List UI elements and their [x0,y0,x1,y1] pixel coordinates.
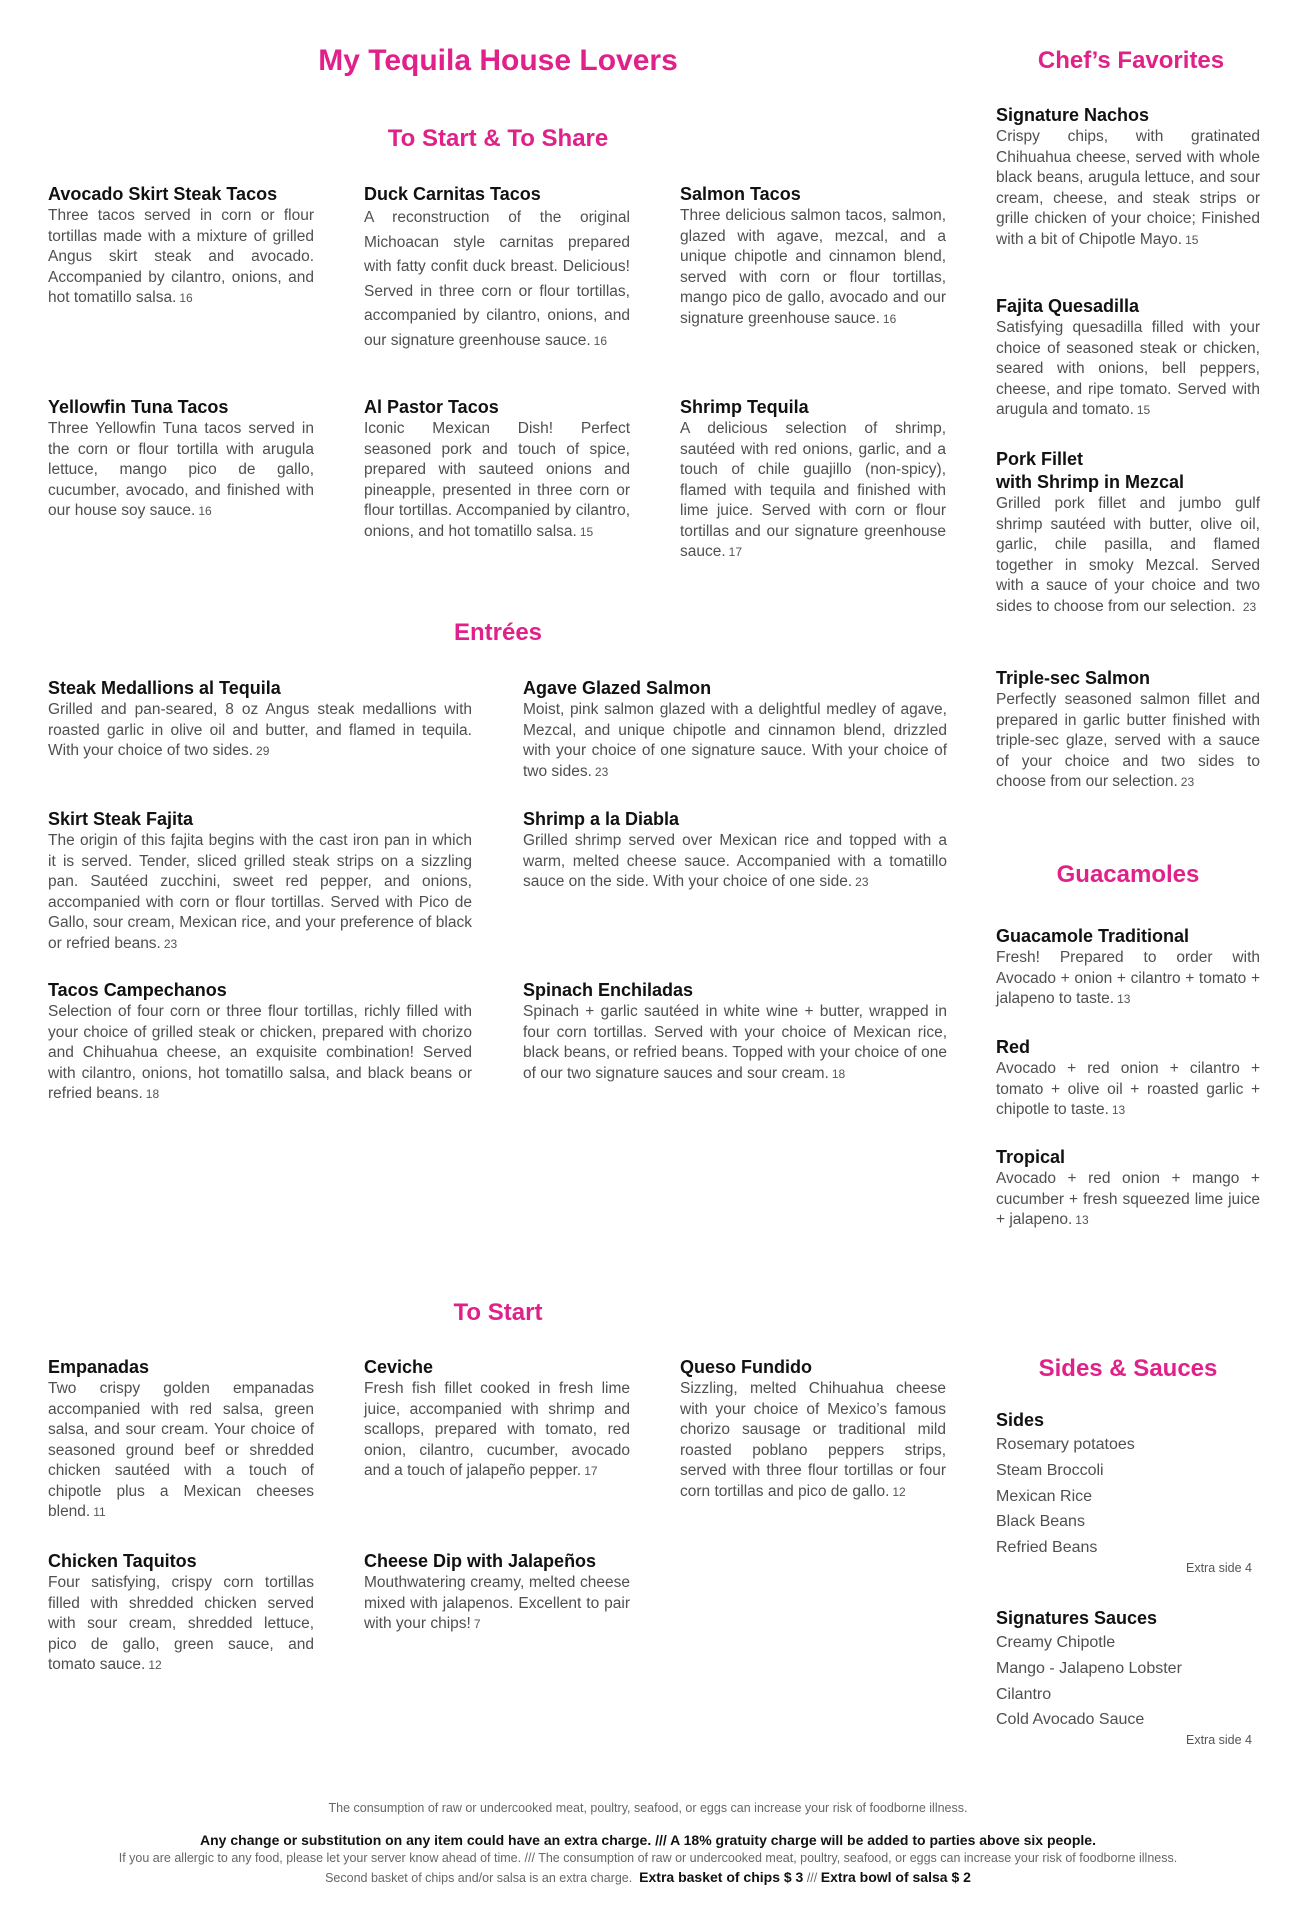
section-title-to-start-share: To Start & To Share [387,125,609,152]
item-price: 16 [882,311,897,326]
list-item: Mango - Jalapeno Lobster [996,1659,1182,1677]
item-price: 18 [145,1087,160,1101]
item-name: Cheese Dip with Jalapeños [364,1551,597,1571]
item-description: Three delicious salmon tacos, salmon, glazed with agave, mezcal, and a unique chipotle and cinnamon blend, served with corn or flour tortillas, mango pico de gallo, avocado and our signature greenhouse sauce. 16 [680,207,946,327]
item-price: 23 [594,764,609,779]
item-name: Signature Nachos [996,105,1150,125]
item-name: Yellowfin Tuna Tacos [48,397,229,417]
item-name: Shrimp Tequila [680,397,809,417]
menu-item [48,808,472,954]
menu-item [996,925,1260,1010]
list-item: Refried Beans [996,1539,1098,1557]
item-name: Red [996,1037,1031,1057]
salsa-price: Extra bowl of salsa $ 2 [820,1869,971,1885]
section-title-guacamoles: Guacamoles [1056,861,1200,888]
item-price: 12 [892,1484,906,1499]
item-description: The origin of this fajita begins with the cast iron pan in which it is served. Tender, sliced grilled steak strips on a sizzling pan. Sautéed zucchini, sweet red pepper, and onions, accompanied with corn or flour tortillas. Served with Pico de Gallo, sour cream, Mexican rice, and your preference of black or refried beans. 23 [48,832,472,952]
item-price: 16 [593,333,607,348]
section-title-entrees: Entrées [453,619,543,646]
item-description: Moist, pink salmon glazed with a delightful medley of agave, Mezcal, and unique chipotle and cinnamon blend, drizzled with your choice of one signature sauce. With your choice of two sides. 23 [523,701,947,780]
item-price: 16 [198,504,212,518]
footer-allergy: If you are allergic to any food, please let your server know ahead of time. /// The consumption of raw or undercooked meat, poultry, seafood, or eggs can increase your risk of foodborne illness. [118,1851,1178,1865]
item-name: Duck Carnitas Tacos [364,184,541,204]
sauces-list [996,1606,1252,1747]
item-description: Sizzling, melted Chihuahua cheese with your choice of Mexico’s famous chorizo sausage or traditional mild roasted poblano peppers strips, served with three flour tortillas or four corn tortillas and pico de gallo. 12 [680,1380,946,1500]
item-name: Triple-sec Salmon [996,668,1151,688]
menu-item [680,1356,946,1502]
list-item: Rosemary potatoes [996,1436,1135,1453]
extra-side-price: Extra side 4 [1185,1733,1252,1748]
item-price: 13 [1111,1103,1126,1117]
menu-item [680,183,946,329]
item-name-line-2: with Shrimp in Mezcal [996,472,1185,492]
item-description: Four satisfying, crispy corn tortillas filled with shredded chicken served with sour cream, shredded lettuce, pico de gallo, green sauce, and tomato sauce. 12 [48,1574,314,1673]
extra-side-price: Extra side 4 [1185,1560,1252,1575]
item-price: 23 [163,936,178,951]
menu-item [364,1550,630,1635]
menu-item [680,396,946,563]
item-price: 18 [831,1066,846,1081]
item-name: Fajita Quesadilla [996,296,1140,316]
item-name: Queso Fundido [680,1357,812,1377]
item-name: Agave Glazed Salmon [523,678,712,698]
item-name: Spinach Enchiladas [523,980,694,1000]
chips-note: Second basket of chips and/or salsa is an extra charge. [325,1871,633,1885]
item-name: Guacamole Traditional [996,926,1190,946]
menu-item [523,979,947,1084]
item-price: 15 [579,524,594,539]
item-description: Avocado + red onion + mango + cucumber + fresh squeezed lime juice + jalapeno. 13 [996,1170,1260,1228]
item-description: Three Yellowfin Tuna tacos served in the corn or flour tortilla with arugula lettuce, mango pico de gallo, cucumber, avocado, and finished with our house soy sauce. 16 [48,420,314,519]
item-description: Avocado + red onion + cilantro + tomato + olive oil + roasted garlic + chipotle to taste. 13 [996,1060,1260,1118]
item-price: 13 [1075,1213,1089,1227]
list-item: Creamy Chipotle [996,1634,1116,1651]
item-price: 15 [1136,403,1151,417]
item-description: Fresh fish fillet cooked in fresh lime juice, accompanied with shrimp and scallops, prepared with tomato, red onion, cilantro, cucumber, avocado and a touch of jalapeño pepper. 17 [364,1380,630,1479]
item-price: 13 [1117,992,1131,1006]
item-description: A delicious selection of shrimp, sautéed with red onions, garlic, and a touch of chile guajillo (non-spicy), flamed with tequila and finished with lime juice. Served with corn or flour tortillas and our signature greenhouse sauce. 17 [680,420,946,560]
menu-item [996,295,1260,421]
sides-list [996,1408,1252,1575]
item-price: 11 [93,1505,106,1519]
item-description: Grilled shrimp served over Mexican rice and topped with a warm, melted cheese sauce. Accompanied with a tomatillo sauce on the side. With your choice of one side. 23 [523,832,947,890]
menu-item [996,1036,1260,1121]
item-description: Fresh! Prepared to order with Avocado + onion + cilantro + tomato + jalapeno to taste. 13 [996,949,1260,1007]
menu-item [48,396,314,522]
section-title-to-start: To Start [453,1299,543,1326]
menu-item [364,396,630,542]
item-name: Skirt Steak Fajita [48,809,194,829]
chips-price: Extra basket of chips $ 3 [639,1869,804,1885]
list-item: Cilantro [996,1685,1052,1703]
item-price: 23 [1180,775,1195,789]
item-name: Shrimp a la Diabla [523,809,680,829]
menu-item [996,667,1260,793]
menu-item [48,677,472,762]
item-description: Iconic Mexican Dish! Perfect seasoned pork and touch of spice, prepared with sauteed onions and pineapple, presented in three corn or flour tortillas. Accompanied by cilantro, onions, and hot tomatillo salsa. 15 [364,420,630,540]
menu-item [996,104,1260,250]
item-name: Ceviche [364,1357,434,1377]
item-description: Satisfying quesadilla filled with your choice of seasoned steak or chicken, seared with onions, bell peppers, cheese, and ripe tomato. Served with arugula and tomato. 15 [996,319,1260,418]
item-price: 7 [473,1617,481,1631]
item-description: Spinach + garlic sautéed in white wine + butter, wrapped in four corn tortillas. Served with your choice of Mexican rice, black beans, or refried beans. Topped with your choice of one of our two signature sauces and sour cream. 18 [523,1003,947,1082]
item-price: 23 [1242,599,1257,614]
item-description: Crispy chips, with gratinated Chihuahua cheese, served with whole black beans, arugula lettuce, and sour cream, cheese, and steak strips or grille chicken of your choice; Finished with a bit of Chipotle Mayo. 15 [996,128,1260,248]
menu-item [523,677,947,782]
list-item: Steam Broccoli [996,1461,1104,1479]
list-item: Mexican Rice [996,1487,1093,1505]
footer-charges: Any change or substitution on any item could have an extra charge. /// A 18% gratuity charge will be added to parties above six people. [200,1832,1096,1848]
item-price: 23 [855,875,869,889]
item-name: Avocado Skirt Steak Tacos [48,184,278,204]
section-title-sides-sauces: Sides & Sauces [1038,1355,1218,1382]
item-description: Mouthwatering creamy, melted cheese mixed with jalapenos. Excellent to pair with your chips! 7 [364,1574,630,1632]
item-name: Empanadas [48,1357,150,1377]
list-item: Black Beans [996,1513,1085,1531]
menu-item [364,183,630,353]
item-description: Grilled pork fillet and jumbo gulf shrimp sautéed with butter, olive oil, garlic, chile pasilla, and flamed together in smoky Mezcal. Served with a sauce of your choice and two sides to choose from our selection. 23 [996,495,1260,615]
footer-warning: The consumption of raw or undercooked meat, poultry, seafood, or eggs can increase your risk of foodborne illness. [328,1801,968,1815]
item-price: 15 [1185,232,1199,247]
item-description: Two crispy golden empanadas accompanied with red salsa, green salsa, and sour cream. Your choice of seasoned ground beef or shredded chicken sautéed with a touch of chipotle plus a Mexican cheeses blend. 11 [48,1380,314,1520]
menu-item [48,979,472,1105]
menu-item [996,448,1260,617]
item-description: A reconstruction of the original Michoacan style carnitas prepared with fatty confit duck breast. Delicious! Served in three corn or flour tortillas, accompanied by cilantro, onions, and our signature greenhouse sauce. 16 [364,209,630,349]
item-name: Pork Fillet [996,449,1084,469]
item-price: 17 [728,545,743,559]
item-description: Three tacos served in corn or flour tortillas made with a mixture of grilled Angus skirt steak and avocado. Accompanied by cilantro, onions, and hot tomatillo salsa. 16 [48,207,314,306]
sides-heading: Sides [996,1410,1045,1430]
item-price: 16 [179,291,193,305]
item-price: 17 [584,1464,598,1478]
menu-item [996,1146,1260,1231]
footer-chips [0,1869,1296,1885]
item-name: Al Pastor Tacos [364,397,499,417]
item-description: Grilled and pan-seared, 8 oz Angus steak medallions with roasted garlic in olive oil and butter, and flamed in tequila. With your choice of two sides. 29 [48,701,472,759]
item-price: 29 [256,744,270,758]
menu-item [48,183,314,309]
item-description: Perfectly seasoned salmon fillet and prepared in garlic butter finished with triple-sec glaze, served with a sauce of your choice and two sides to choose from our selection. 23 [996,691,1260,790]
item-name: Chicken Taquitos [48,1551,197,1571]
menu-item [523,808,947,893]
item-name: Steak Medallions al Tequila [48,678,281,698]
item-name: Salmon Tacos [680,184,801,204]
item-name: Tropical [996,1147,1066,1167]
item-price: 12 [148,1658,162,1672]
section-title-chefs-favorites: Chef’s Favorites [1037,47,1225,74]
menu-item [48,1356,314,1523]
page-title: My Tequila House Lovers [318,44,678,77]
chips-separator: /// [806,1871,818,1885]
menu-item [48,1550,314,1676]
item-description: Selection of four corn or three flour tortillas, richly filled with your choice of grilled steak or chicken, prepared with chorizo and Chihuahua cheese, an exquisite combination! Served with cilantro, onions, hot tomatillo salsa, and black beans or refried beans. 18 [48,1003,472,1102]
menu-item [364,1356,630,1482]
list-item: Cold Avocado Sauce [996,1711,1145,1729]
item-name: Tacos Campechanos [48,980,227,1000]
sauces-heading: Signatures Sauces [996,1608,1158,1628]
